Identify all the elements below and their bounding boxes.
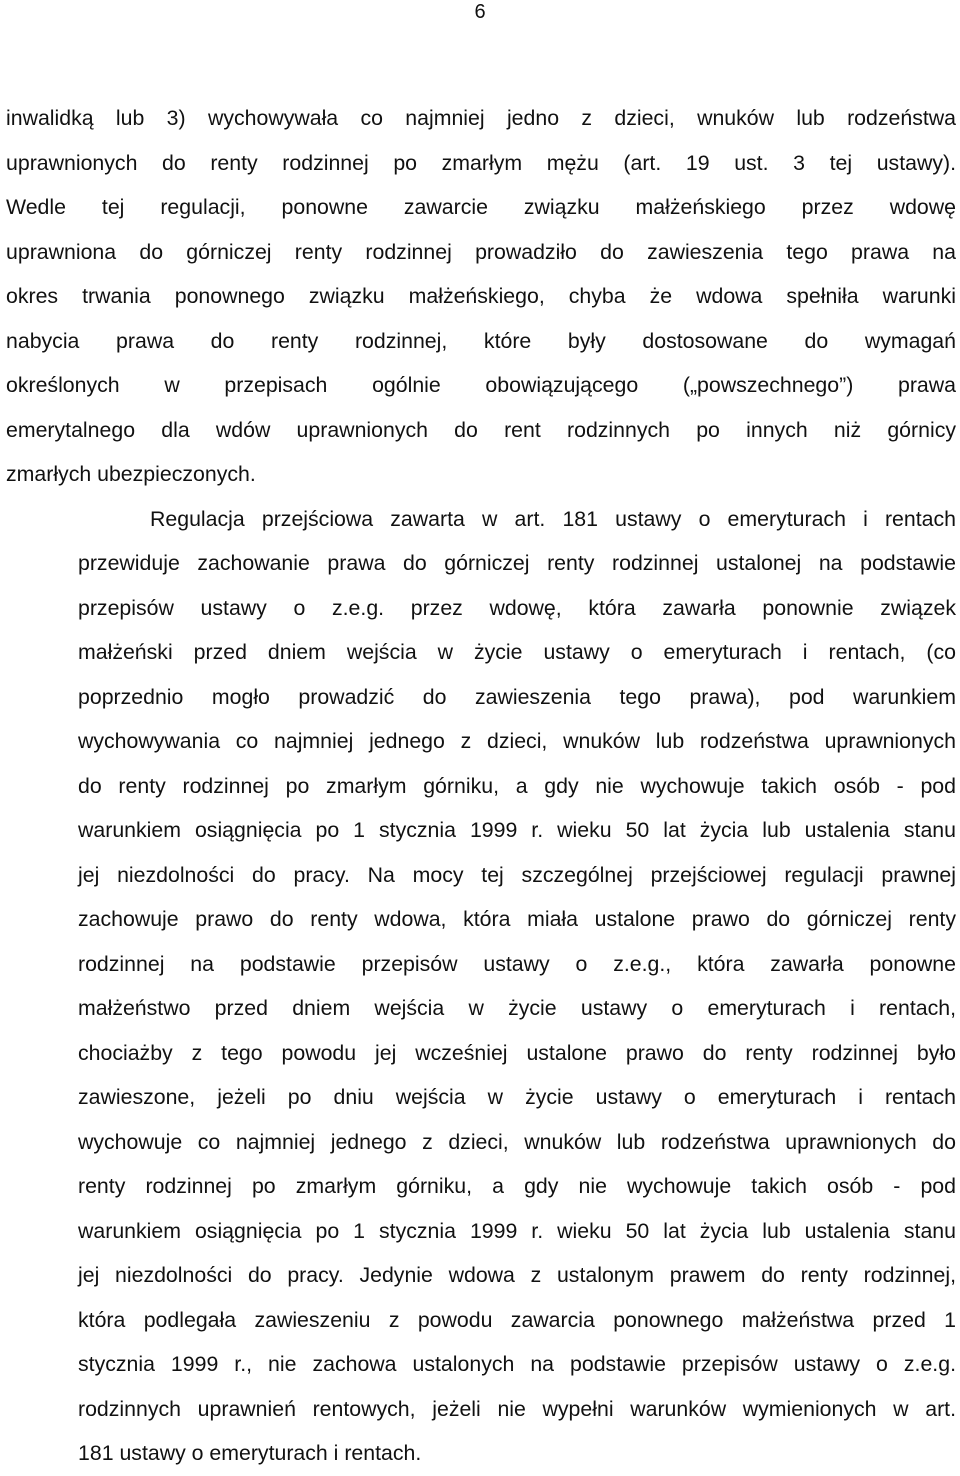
text-line: przewiduje zachowanie prawa do górniczej renty rodzinnej ustalonej na podstawie xyxy=(78,551,956,575)
text-line: jej niezdolności do pracy. Jedynie wdowa z ustalonym prawem do renty rodzinnej, xyxy=(78,1263,956,1287)
text-line: rodzinnych uprawnień rentowych, jeżeli nie wypełni warunków wymienionych w art. xyxy=(78,1396,956,1421)
paragraph-2 xyxy=(6,497,956,1476)
text-line: okres trwania ponownego związku małżeńskiego, chyba że wdowa spełniła warunki xyxy=(6,284,956,308)
document-body xyxy=(6,96,956,1476)
text-line: do renty rodzinnej po zmarłym górniku, a gdy nie wychowuje takich osób - pod xyxy=(78,773,956,798)
text-line: nabycia prawa do renty rodzinnej, które były dostosowane do wymagań xyxy=(6,328,956,353)
text-line: określonych w przepisach ogólnie obowiązującego („powszechnego”) prawa xyxy=(6,373,956,397)
text-line: zmarłych ubezpieczonych. xyxy=(6,462,256,486)
text-line: Regulacja przejściowa zawarta w art. 181 ustawy o emeryturach i rentach xyxy=(150,506,956,531)
paragraph-1 xyxy=(6,96,956,497)
text-line: małżeński przed dniem wejścia w życie ustawy o emeryturach i rentach, (co xyxy=(78,640,956,664)
text-line: jej niezdolności do pracy. Na mocy tej szczególnej przejściowej regulacji prawnej xyxy=(78,862,956,887)
text-line: rodzinnej na podstawie przepisów ustawy o z.e.g., która zawarła ponowne xyxy=(78,951,956,976)
text-line: inwalidką lub 3) wychowywała co najmniej jedno z dzieci, wnuków lub rodzeństwa xyxy=(6,106,956,130)
text-line: wychowywania co najmniej jednego z dzieci, wnuków lub rodzeństwa uprawnionych xyxy=(78,729,956,753)
text-line: Wedle tej regulacji, ponowne zawarcie związku małżeńskiego przez wdowę xyxy=(6,195,956,219)
text-line: zawieszone, jeżeli po dniu wejścia w życie ustawy o emeryturach i rentach xyxy=(78,1085,956,1109)
text-line: emerytalnego dla wdów uprawnionych do rent rodzinnych po innych niż górnicy xyxy=(6,417,956,442)
text-line: która podlegała zawieszeniu z powodu zawarcia ponownego małżeństwa przed 1 xyxy=(78,1307,956,1332)
page-number: 6 xyxy=(474,1,486,23)
text-line: poprzednio mogło prowadzić do zawieszenia tego prawa), pod warunkiem xyxy=(78,684,956,709)
text-line: zachowuje prawo do renty wdowa, która miała ustalone prawo do górniczej renty xyxy=(78,907,956,931)
text-line: małżeństwo przed dniem wejścia w życie ustawy o emeryturach i rentach, xyxy=(78,996,956,1020)
text-line: uprawniona do górniczej renty rodzinnej prowadziło do zawieszenia tego prawa na xyxy=(6,239,956,264)
text-line: wychowuje co najmniej jednego z dzieci, wnuków lub rodzeństwa uprawnionych do xyxy=(78,1129,956,1154)
text-line: renty rodzinnej po zmarłym górniku, a gdy nie wychowuje takich osób - pod xyxy=(78,1174,956,1198)
text-line: chociażby z tego powodu jej wcześniej ustalone prawo do renty rodzinnej było xyxy=(78,1040,956,1065)
text-line: warunkiem osiągnięcia po 1 stycznia 1999 r. wieku 50 lat życia lub ustalenia stanu xyxy=(78,818,956,842)
text-line: 181 ustawy o emeryturach i rentach. xyxy=(78,1441,422,1465)
text-line: stycznia 1999 r., nie zachowa ustalonych na podstawie przepisów ustawy o z.e.g. xyxy=(78,1352,956,1376)
text-line: warunkiem osiągnięcia po 1 stycznia 1999 r. wieku 50 lat życia lub ustalenia stanu xyxy=(78,1218,956,1243)
text-line: przepisów ustawy o z.e.g. przez wdowę, która zawarła ponownie związek xyxy=(78,595,956,620)
text-line: uprawnionych do renty rodzinnej po zmarłym mężu (art. 19 ust. 3 tej ustawy). xyxy=(6,150,956,175)
